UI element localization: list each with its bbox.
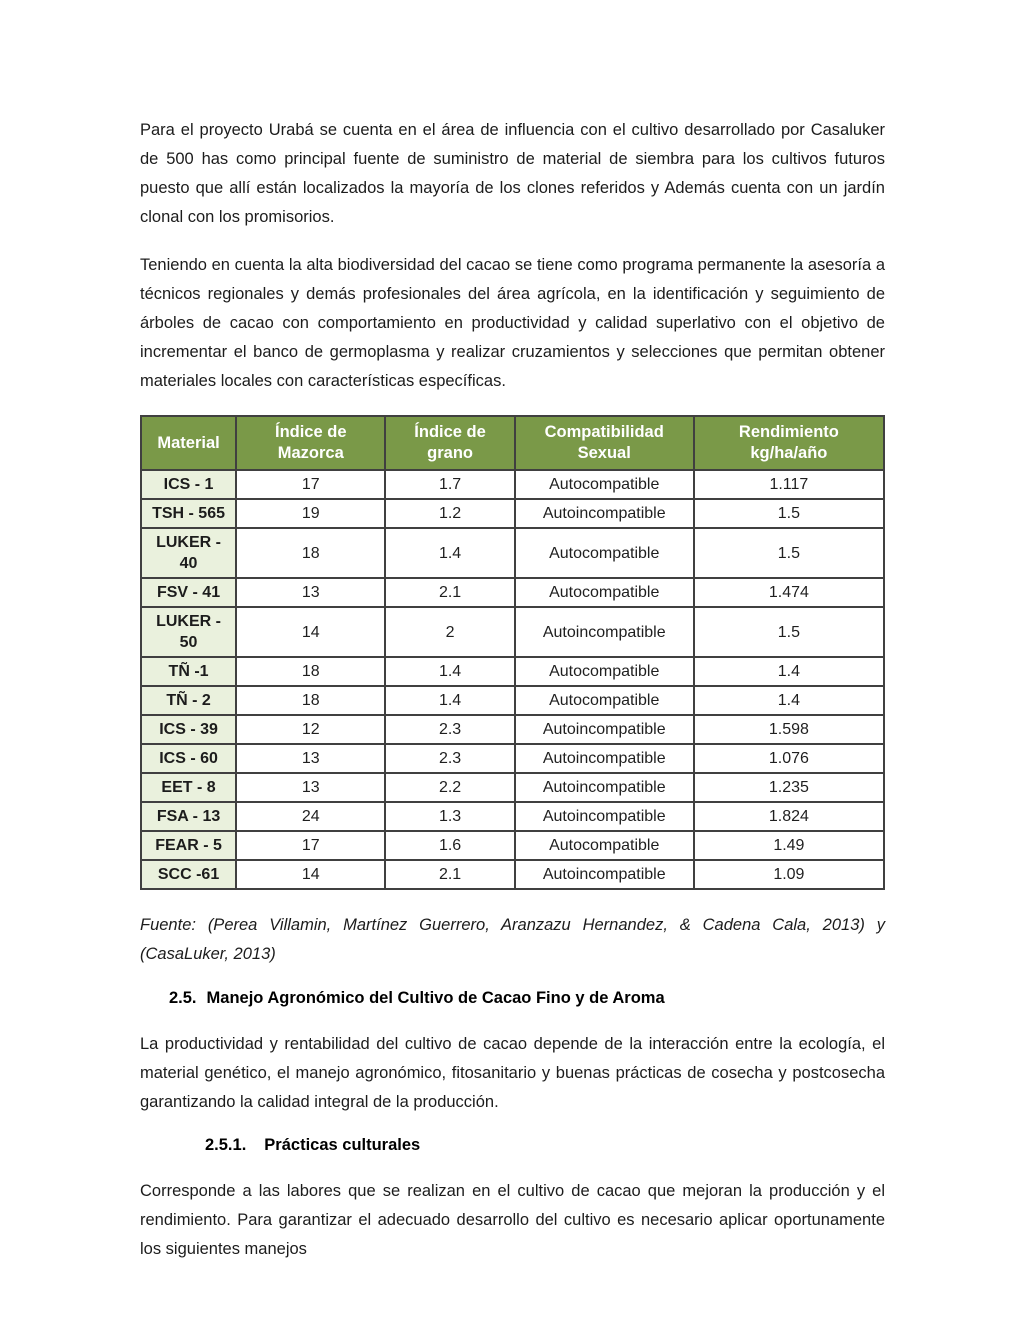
value-cell: 2.3 — [385, 744, 514, 773]
value-cell: 18 — [236, 528, 385, 578]
value-cell: Autocompatible — [515, 470, 694, 499]
value-cell: 13 — [236, 773, 385, 802]
value-cell: 1.4 — [694, 686, 884, 715]
value-cell: 1.076 — [694, 744, 884, 773]
value-cell: Autoincompatible — [515, 744, 694, 773]
value-cell: 2 — [385, 607, 514, 657]
value-cell: 13 — [236, 578, 385, 607]
value-cell: 14 — [236, 607, 385, 657]
table-row — [141, 773, 884, 802]
column-header: Índice de grano — [385, 416, 514, 470]
material-cell: ICS - 39 — [141, 715, 236, 744]
value-cell: 1.09 — [694, 860, 884, 889]
value-cell: Autoincompatible — [515, 607, 694, 657]
value-cell: 17 — [236, 470, 385, 499]
source-citation: Fuente: (Perea Villamin, Martínez Guerrero, Aranzazu Hernandez, & Cadena Cala, 2013) y (CasaLuker, 2013) — [140, 916, 885, 963]
value-cell: 2.1 — [385, 860, 514, 889]
value-cell: Autoincompatible — [515, 802, 694, 831]
value-cell: Autoincompatible — [515, 499, 694, 528]
value-cell: 1.117 — [694, 470, 884, 499]
value-cell: Autocompatible — [515, 528, 694, 578]
value-cell: 1.6 — [385, 831, 514, 860]
cacao-materials-table — [140, 415, 885, 890]
table-row — [141, 657, 884, 686]
table-row — [141, 831, 884, 860]
column-header: Índice de Mazorca — [236, 416, 385, 470]
value-cell: 1.3 — [385, 802, 514, 831]
value-cell: 17 — [236, 831, 385, 860]
table-row — [141, 686, 884, 715]
table-row — [141, 607, 884, 657]
value-cell: 1.474 — [694, 578, 884, 607]
value-cell: 1.4 — [385, 686, 514, 715]
value-cell: 1.5 — [694, 607, 884, 657]
material-cell: TÑ - 2 — [141, 686, 236, 715]
table-row — [141, 470, 884, 499]
value-cell: 1.4 — [385, 528, 514, 578]
table-row — [141, 499, 884, 528]
value-cell: 1.2 — [385, 499, 514, 528]
section-title: Prácticas culturales — [264, 1136, 421, 1154]
value-cell: 1.5 — [694, 528, 884, 578]
table-row — [141, 715, 884, 744]
section-heading-2-5 — [140, 989, 885, 1008]
table-row — [141, 744, 884, 773]
section-title: Manejo Agronómico del Cultivo de Cacao Fino y de Aroma — [206, 989, 665, 1007]
value-cell: 14 — [236, 860, 385, 889]
material-cell: TSH - 565 — [141, 499, 236, 528]
paragraph-practices: Corresponde a las labores que se realizan en el cultivo de cacao que mejoran la producción y el rendimiento. Para garantizar el adecuado desarrollo del cultivo es necesario aplicar oportunamente los siguientes manejos — [140, 1182, 885, 1258]
column-header: Compatibilidad Sexual — [515, 416, 694, 470]
section-number: 2.5. — [169, 989, 197, 1007]
value-cell: 24 — [236, 802, 385, 831]
material-cell: LUKER - 40 — [141, 528, 236, 578]
table-row — [141, 860, 884, 889]
paragraph-intro: Para el proyecto Urabá se cuenta en el área de influencia con el cultivo desarrollado por Casaluker de 500 has como principal fuente de suministro de material de siembra para los cultivos futuros puesto que allí están localizados la mayoría de los clones referidos y Además cuenta con un jardín clonal con los promisorios. — [140, 121, 885, 226]
value-cell: 2.3 — [385, 715, 514, 744]
material-cell: FSA - 13 — [141, 802, 236, 831]
value-cell: 1.824 — [694, 802, 884, 831]
value-cell: 1.4 — [385, 657, 514, 686]
material-cell: FEAR - 5 — [141, 831, 236, 860]
table-body — [141, 470, 884, 889]
value-cell: Autocompatible — [515, 578, 694, 607]
material-cell: ICS - 1 — [141, 470, 236, 499]
column-header: Material — [141, 416, 236, 470]
column-header: Rendimiento kg/ha/año — [694, 416, 884, 470]
paragraph-productivity: La productividad y rentabilidad del cultivo de cacao depende de la interacción entre la ecología, el material genético, el manejo agronómico, fitosanitario y buenas prácticas de cosecha y postcosecha garantizando la calidad integral de la producción. — [140, 1035, 885, 1111]
material-cell: LUKER - 50 — [141, 607, 236, 657]
value-cell: Autoincompatible — [515, 715, 694, 744]
value-cell: Autocompatible — [515, 831, 694, 860]
material-cell: TÑ -1 — [141, 657, 236, 686]
value-cell: Autoincompatible — [515, 860, 694, 889]
material-cell: FSV - 41 — [141, 578, 236, 607]
value-cell: Autoincompatible — [515, 773, 694, 802]
value-cell: 1.235 — [694, 773, 884, 802]
value-cell: Autocompatible — [515, 686, 694, 715]
table-header-row — [141, 416, 884, 470]
table-row — [141, 802, 884, 831]
value-cell: 19 — [236, 499, 385, 528]
material-cell: SCC -61 — [141, 860, 236, 889]
value-cell: 1.4 — [694, 657, 884, 686]
value-cell: Autocompatible — [515, 657, 694, 686]
value-cell: 1.5 — [694, 499, 884, 528]
value-cell: 18 — [236, 686, 385, 715]
table-row — [141, 528, 884, 578]
value-cell: 2.2 — [385, 773, 514, 802]
section-number: 2.5.1. — [205, 1136, 247, 1154]
value-cell: 2.1 — [385, 578, 514, 607]
material-cell: ICS - 60 — [141, 744, 236, 773]
value-cell: 1.49 — [694, 831, 884, 860]
paragraph-biodiversity: Teniendo en cuenta la alta biodiversidad del cacao se tiene como programa permanente la asesoría a técnicos regionales y demás profesionales del área agrícola, en la identificación y seguimiento de árboles de cacao con comportamiento en productividad y calidad superlativo con el objetivo de incrementar el banco de germoplasma y realizar cruzamientos y selecciones que permitan obtener materiales locales con características específicas. — [140, 256, 885, 390]
value-cell: 12 — [236, 715, 385, 744]
value-cell: 1.7 — [385, 470, 514, 499]
value-cell: 18 — [236, 657, 385, 686]
table-row — [141, 578, 884, 607]
value-cell: 1.598 — [694, 715, 884, 744]
material-cell: EET - 8 — [141, 773, 236, 802]
section-heading-2-5-1 — [140, 1136, 885, 1155]
value-cell: 13 — [236, 744, 385, 773]
